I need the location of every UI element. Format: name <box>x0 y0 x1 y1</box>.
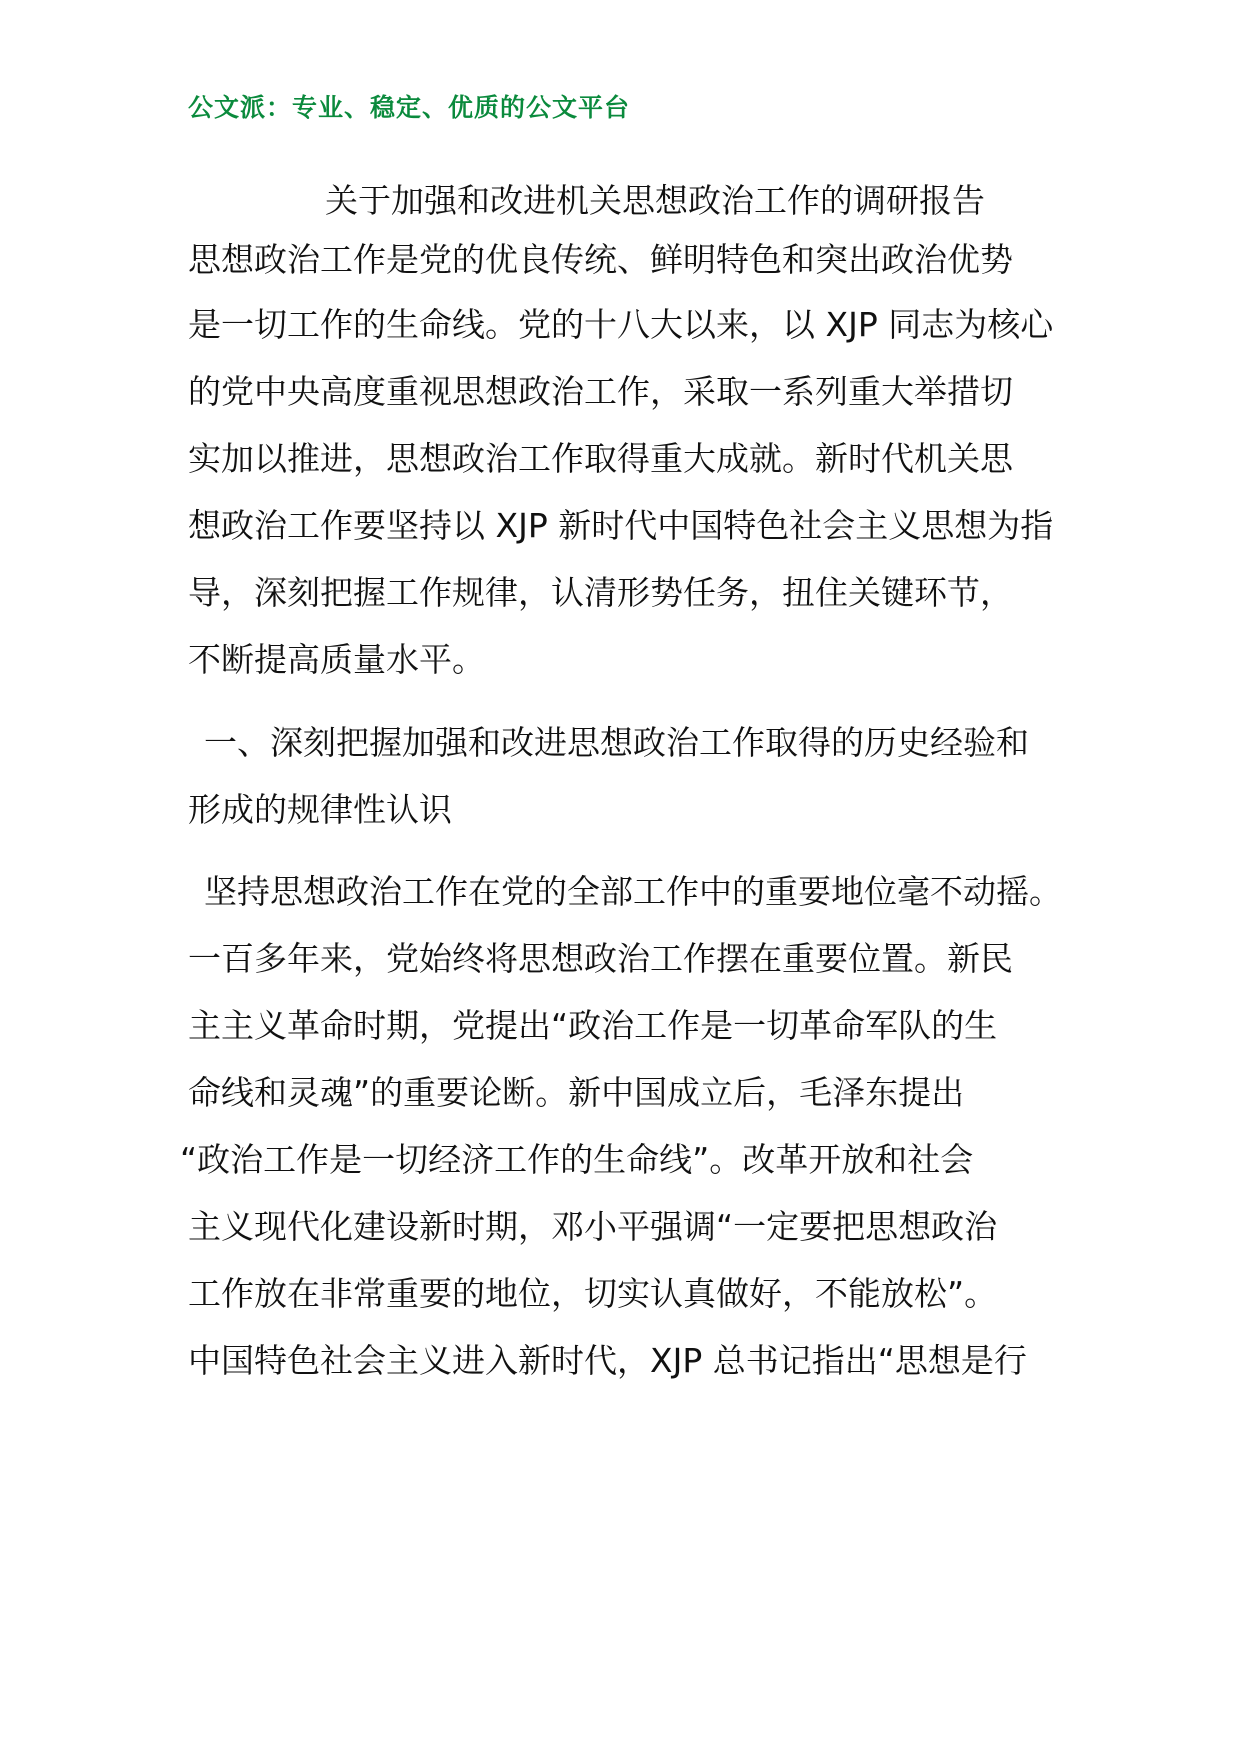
paragraph-line: 中国特色社会主义进入新时代，XJP 总书记指出“思想是行 <box>188 1341 1027 1380</box>
section-heading-line: 一、深刻把握加强和改进思想政治工作取得的历史经验和 <box>204 723 1029 762</box>
paragraph-line: 是一切工作的生命线。党的十八大以来，以 XJP 同志为核心 <box>188 305 1054 344</box>
document-title: 关于加强和改进机关思想政治工作的调研报告 <box>325 181 985 220</box>
paragraph-line: “政治工作是一切经济工作的生命线”。改革开放和社会 <box>180 1140 974 1179</box>
paragraph-line: 坚持思想政治工作在党的全部工作中的重要地位毫不动摇。 <box>204 872 1062 911</box>
paragraph-line: 实加以推进，思想政治工作取得重大成就。新时代机关思 <box>188 439 1013 478</box>
paragraph-line: 主主义革命时期，党提出“政治工作是一切革命军队的生 <box>188 1006 998 1045</box>
paragraph-line: 一百多年来，党始终将思想政治工作摆在重要位置。新民 <box>188 939 1013 978</box>
paragraph-line: 不断提高质量水平。 <box>188 640 485 679</box>
paragraph-line: 想政治工作要坚持以 XJP 新时代中国特色社会主义思想为指 <box>188 506 1054 545</box>
paragraph-line: 工作放在非常重要的地位，切实认真做好，不能放松”。 <box>188 1274 998 1313</box>
header-tagline: 公文派：专业、稳定、优质的公文平台 <box>188 93 631 122</box>
paragraph-line: 导，深刻把握工作规律，认清形势任务，扭住关键环节， <box>188 573 1013 612</box>
paragraph-line: 思想政治工作是党的优良传统、鲜明特色和突出政治优势 <box>188 240 1013 279</box>
paragraph-line: 命线和灵魂”的重要论断。新中国成立后，毛泽东提出 <box>188 1073 965 1112</box>
paragraph-line: 的党中央高度重视思想政治工作，采取一系列重大举措切 <box>188 372 1013 411</box>
paragraph-line: 主义现代化建设新时期，邓小平强调“一定要把思想政治 <box>188 1207 998 1246</box>
section-heading-line: 形成的规律性认识 <box>188 790 452 829</box>
